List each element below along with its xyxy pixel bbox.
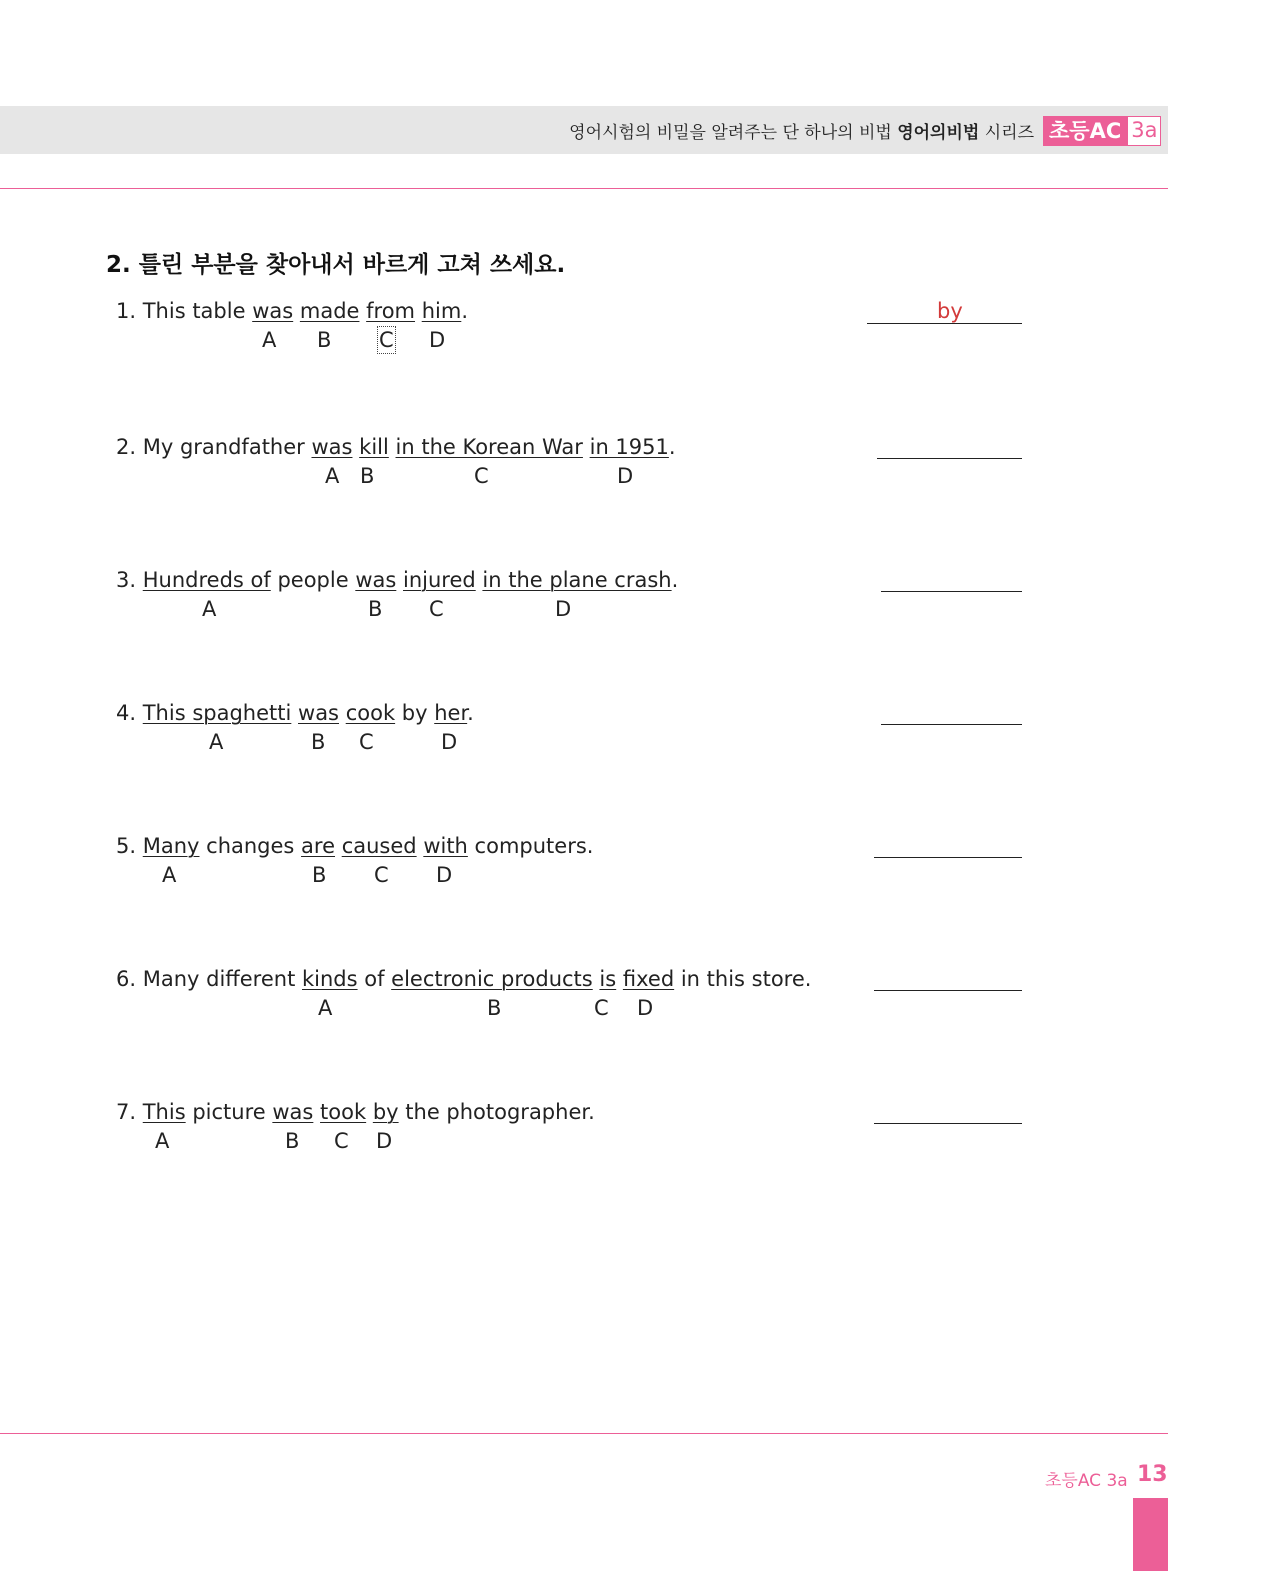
plain-text: Many different: [142, 967, 302, 991]
option-b-text: are: [301, 834, 336, 858]
option-b-text: electronic products: [391, 967, 593, 991]
plain-text: changes: [199, 834, 302, 858]
plain-text: by: [395, 701, 435, 725]
option-a-text: was: [311, 435, 353, 459]
letter-c: C: [429, 597, 444, 621]
letter-c-selected: C: [379, 328, 394, 352]
question-7: [116, 1100, 595, 1124]
option-d-text: him: [421, 299, 462, 323]
letter-d: D: [555, 597, 572, 621]
plain-text: people: [270, 568, 356, 592]
letter-a: A: [162, 863, 177, 887]
plain-text: [396, 568, 403, 592]
page-tab: [1133, 1498, 1168, 1571]
option-a-text: This spaghetti: [142, 701, 292, 725]
question-number: 5.: [116, 834, 137, 858]
footer-divider: [0, 1433, 1168, 1434]
plain-text: This table: [142, 299, 253, 323]
option-c-text: cook: [345, 701, 396, 725]
letter-a: A: [262, 328, 277, 352]
plain-text: the photographer.: [398, 1100, 595, 1124]
letter-c: C: [334, 1129, 349, 1153]
option-a-text: Hundreds of: [142, 568, 271, 592]
option-c-text: caused: [341, 834, 417, 858]
series-prefix: 영어시험의 비밀을 알려주는 단 하나의 비법: [569, 123, 898, 143]
option-a-text: Many: [142, 834, 200, 858]
answer-line: [874, 990, 1022, 991]
plain-text: My grandfather: [142, 435, 312, 459]
series-suffix: 시리즈: [979, 123, 1034, 143]
option-c-text: in the Korean War: [395, 435, 583, 459]
letter-d: D: [429, 328, 446, 352]
option-a-text: was: [252, 299, 294, 323]
option-a-text: kinds: [302, 967, 358, 991]
option-c-text: injured: [403, 568, 476, 592]
question-number: 4.: [116, 701, 137, 725]
series-bold: 영어의비법: [897, 123, 980, 143]
letter-a: A: [202, 597, 217, 621]
option-b-text: was: [272, 1100, 314, 1124]
plain-text: .: [668, 435, 676, 459]
letter-a: A: [318, 996, 333, 1020]
answer-line: [874, 1123, 1022, 1124]
answer-text: by: [937, 299, 963, 323]
option-a-text: This: [142, 1100, 186, 1124]
question-5: [116, 834, 593, 858]
letter-a: A: [209, 730, 224, 754]
option-c-text: took: [320, 1100, 367, 1124]
letter-d: D: [637, 996, 654, 1020]
plain-text: [339, 701, 346, 725]
plain-text: picture: [185, 1100, 273, 1124]
option-d-text: in the plane crash: [482, 568, 672, 592]
badge-level: 3a: [1127, 116, 1161, 146]
letter-d: D: [376, 1129, 393, 1153]
plain-text: [293, 299, 300, 323]
letter-c: C: [359, 730, 374, 754]
option-d-text: her: [434, 701, 468, 725]
letter-b: B: [487, 996, 502, 1020]
option-d-text: in 1951: [589, 435, 669, 459]
letter-b: B: [312, 863, 327, 887]
plain-text: [291, 701, 298, 725]
plain-text: [366, 1100, 373, 1124]
question-number: 1.: [116, 299, 137, 323]
answer-line: [881, 591, 1022, 592]
plain-text: [583, 435, 590, 459]
option-c-text: from: [366, 299, 416, 323]
letter-a: A: [155, 1129, 170, 1153]
option-d-text: by: [372, 1100, 399, 1124]
answer-line: [874, 857, 1022, 858]
footer-label: 초등AC 3a: [1045, 1471, 1128, 1491]
plain-text: .: [467, 701, 474, 725]
option-c-text: is: [599, 967, 617, 991]
page-number: 13: [1137, 1462, 1168, 1487]
question-6: [116, 967, 811, 991]
plain-text: .: [671, 568, 679, 592]
question-number: 6.: [116, 967, 137, 991]
letter-b: B: [360, 464, 375, 488]
letter-d: D: [436, 863, 453, 887]
answer-line: [881, 724, 1022, 725]
plain-text: [616, 967, 623, 991]
question-4: [116, 701, 474, 725]
answer-line: [867, 323, 1022, 324]
plain-text: [389, 435, 396, 459]
letter-c: C: [474, 464, 489, 488]
letter-b: B: [317, 328, 332, 352]
letter-b: B: [311, 730, 326, 754]
question-3: [116, 568, 678, 592]
section-title: 2. 틀린 부분을 찾아내서 바르게 고쳐 쓰세요.: [106, 252, 566, 278]
question-number: 7.: [116, 1100, 137, 1124]
letter-b: B: [285, 1129, 300, 1153]
answer-line: [877, 458, 1022, 459]
letter-c: C: [594, 996, 609, 1020]
plain-text: computers.: [467, 834, 594, 858]
question-number: 3.: [116, 568, 137, 592]
plain-text: in this store.: [674, 967, 812, 991]
option-b-text: kill: [359, 435, 389, 459]
header-divider: [0, 188, 1168, 189]
letter-c: C: [374, 863, 389, 887]
letter-d: D: [617, 464, 634, 488]
option-b-text: was: [298, 701, 340, 725]
question-number: 2.: [116, 435, 137, 459]
plain-text: [335, 834, 342, 858]
badge-main: 초등AC: [1043, 116, 1127, 146]
option-b-text: was: [355, 568, 397, 592]
series-title: [569, 118, 1034, 143]
option-b-text: made: [299, 299, 360, 323]
option-d-text: fixed: [622, 967, 675, 991]
letter-b: B: [368, 597, 383, 621]
question-2: [116, 435, 676, 459]
plain-text: [415, 299, 422, 323]
letter-a: A: [325, 464, 340, 488]
plain-text: .: [461, 299, 468, 323]
question-1: [116, 299, 468, 323]
letter-d: D: [441, 730, 458, 754]
option-d-text: with: [423, 834, 468, 858]
plain-text: of: [357, 967, 392, 991]
level-badge: [1043, 116, 1161, 146]
